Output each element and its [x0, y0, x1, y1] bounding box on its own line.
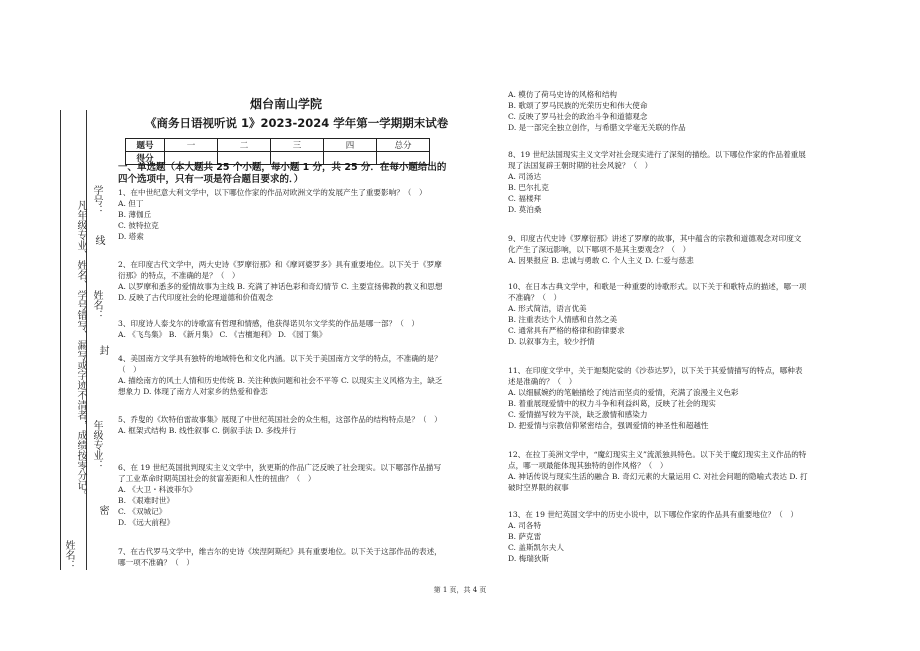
- question-stem: 7、在古代罗马文学中，维吉尔的史诗《埃涅阿斯纪》具有重要地位。以下关于这部作品的表述，哪一项不准确？（ ）: [118, 547, 442, 567]
- question-5: [118, 414, 448, 436]
- score-cell: 题号: [126, 139, 165, 152]
- question-stem: 12、在拉丁美洲文学中，“魔幻现实主义”流派独具特色。以下关于魔幻现实主义作品的特点，哪一项最能体现其独特的创作风格？（ ）: [508, 450, 807, 470]
- question-7: [118, 546, 448, 568]
- question-option: C. 通常具有严格的格律和韵律要求: [508, 326, 625, 335]
- score-cell: 总分: [377, 139, 430, 152]
- question-option: B. 《艰难时世》: [118, 496, 174, 505]
- question-option: C. 福楼拜: [508, 194, 542, 203]
- question-3: [118, 318, 448, 340]
- question-stem: 1、在中世纪意大利文学中，以下哪位作家的作品对欧洲文学的发展产生了重要影响？（ ）: [118, 188, 427, 197]
- name-label: 姓名：: [91, 290, 102, 320]
- question-option: D. 以叙事为主，较少抒情: [508, 337, 595, 346]
- school-name: 烟台南山学院: [250, 97, 323, 111]
- score-table: [125, 138, 430, 165]
- question-option: B. 歌颂了罗马民族的光荣历史和伟大使命: [508, 101, 648, 110]
- question-stem: 9、印度古代史诗《罗摩衍那》讲述了罗摩的故事，其中蕴含的宗教和道德观念对印度文化产生了深远影响，以下哪项不是其主要观念？（ ）: [508, 234, 802, 254]
- page-number: 第 1 页，共 4 页: [433, 586, 487, 594]
- binding-line: [86, 110, 87, 570]
- question-option: C. 爱情描写较为平淡，缺乏激情和感染力: [508, 410, 648, 419]
- name2-label: 姓名：: [63, 540, 74, 570]
- question-option: A. 《大卫・科波菲尔》: [118, 485, 197, 494]
- name-underline: [60, 110, 61, 570]
- question-stem: 6、在 19 世纪英国批判现实主义文学中，狄更斯的作品广泛反映了社会现实。以下哪部作品描写了工业革命时期英国社会的贫富差距和人性的扭曲？（ ）: [118, 463, 442, 483]
- question-option: B. 巴尔扎克: [508, 183, 549, 192]
- question-12: [508, 449, 808, 493]
- question-stem: 13、在 19 世纪英国文学中的历史小说中，以下哪位作家的作品具有重要地位？（ ）: [508, 510, 798, 519]
- question-stem: 2、在印度古代文学中，两大史诗《罗摩衍那》和《摩诃婆罗多》具有重要地位。以下关于《罗摩衍那》的特点，不准确的是？（ ）: [118, 260, 442, 280]
- question-option: D. 把爱情与宗教信仰紧密结合，强调爱情的神圣性和超越性: [508, 421, 709, 430]
- question-option: A. 模仿了荷马史诗的风格和结构: [508, 90, 618, 99]
- question-option: B. 着重展现爱情中的权力斗争和利益纠葛，反映了社会的现实: [508, 399, 716, 408]
- question-stem: 8、19 世纪法国现实主义文学对社会现实进行了深刻的描绘。以下哪位作家的作品着重展现了法国复辟王朝时期的社会风貌？（ ）: [508, 150, 806, 170]
- score-cell: 四: [324, 139, 377, 152]
- seal-char-3: 密: [97, 505, 108, 515]
- question-option: A. 但丁: [118, 199, 144, 208]
- question-7-options: [508, 89, 808, 133]
- question-stem: 4、美国南方文学具有独特的地域特色和文化内涵。以下关于美国南方文学的特点，不准确的是？（ ）: [118, 354, 442, 374]
- question-option: D. 《远大前程》: [118, 518, 175, 527]
- score-cell: 三: [271, 139, 324, 152]
- question-8: [508, 149, 808, 215]
- question-stem: 3、印度诗人泰戈尔的诗歌富有哲理和情感，他获得诺贝尔文学奖的作品是哪一部？（ ）: [118, 319, 419, 328]
- seal-char-2: 封: [97, 345, 108, 355]
- question-6: [118, 462, 448, 528]
- score-cell: 一: [165, 139, 218, 152]
- question-option: A. 描绘南方的风土人情和历史传统 B. 关注种族问题和社会不平等 C. 以现实主义风格为主，缺乏想象力 D. 体现了南方人对家乡的热爱和眷恋: [118, 376, 443, 396]
- question-option: C. 彼特拉克: [118, 221, 159, 230]
- question-option: D. 是一部完全独立创作，与希腊文学毫无关联的作品: [508, 123, 686, 132]
- question-option: D. 塔索: [118, 232, 144, 241]
- question-13: [508, 509, 808, 564]
- instruction-text: 凡年级专业、姓名、学号错写、漏写或字迹不清者，成绩按零分记。: [75, 200, 86, 500]
- question-option: C. 盖斯凯尔夫人: [508, 543, 564, 552]
- section-heading: 一、单选题（本大题共 25 个小题，每小题 1 分，共 25 分．在每小题给出的四个选项中，只有一项是符合题目要求的．）: [118, 162, 447, 185]
- question-option: A. 司汤达: [508, 172, 542, 181]
- question-1: [118, 187, 448, 242]
- question-2: [118, 259, 448, 303]
- question-option: B. 薄伽丘: [118, 210, 152, 219]
- question-10: [508, 281, 808, 347]
- score-cell: 二: [218, 139, 271, 152]
- question-option: A. 因果报应 B. 忠诚与勇敢 C. 个人主义 D. 仁爱与慈悲: [508, 256, 694, 265]
- question-option: D. 莫泊桑: [508, 205, 542, 214]
- exam-title: 《商务日语视听说 1》2023-2024 学年第一学期期末试卷: [145, 116, 449, 130]
- question-option: A. 《飞鸟集》 B. 《新月集》 C. 《吉檀迦利》 D. 《园丁集》: [118, 330, 327, 339]
- id-label: 学号：: [91, 185, 102, 215]
- question-option: A. 以细腻婉约的笔触描绘了纯洁而坚贞的爱情，充满了浪漫主义色彩: [508, 388, 739, 397]
- question-option: D. 梅瑞狄斯: [508, 554, 550, 563]
- question-option: A. 神话传说与现实生活的融合 B. 奇幻元素的大量运用 C. 对社会问题的隐喻式表达 D. 打破时空界限的叙事: [508, 472, 808, 492]
- question-option: A. 框架式结构 B. 线性叙事 C. 倒叙手法 D. 多线并行: [118, 426, 297, 435]
- binding-margin: [0, 0, 112, 600]
- question-option: C. 反映了罗马社会的政治斗争和道德观念: [508, 112, 648, 121]
- question-9: [508, 233, 808, 266]
- seal-char-1: 线: [93, 235, 104, 245]
- question-option: B. 萨克雷: [508, 532, 542, 541]
- question-option: B. 注重表达个人情感和自然之美: [508, 315, 618, 324]
- question-4: [118, 353, 448, 397]
- question-stem: 11、在印度文学中，关于迦梨陀娑的《沙恭达罗》，以下关于其爱情描写的特点，哪种表述是准确的？（ ）: [508, 366, 803, 386]
- question-11: [508, 365, 808, 431]
- question-option: A. 司各特: [508, 521, 542, 530]
- score-table-row: [126, 139, 430, 152]
- question-option: A. 形式简洁，语言优美: [508, 304, 587, 313]
- question-stem: 5、乔叟的《坎特伯雷故事集》展现了中世纪英国社会的众生相，这部作品的结构特点是？（ ）: [118, 415, 442, 424]
- question-stem: 10、在日本古典文学中，和歌是一种重要的诗歌形式。以下关于和歌特点的描述，哪一项不准确？（ ）: [508, 282, 807, 302]
- score-cell: 得分: [126, 152, 165, 165]
- question-option: C. 《双城记》: [118, 507, 167, 516]
- question-option: A. 以罗摩和悉多的爱情故事为主线 B. 充满了神话色彩和奇幻情节 C. 主要宣扬佛教的教义和思想 D. 反映了古代印度社会的伦理道德和价值观念: [118, 282, 443, 302]
- major-label: 年级专业：: [91, 420, 102, 470]
